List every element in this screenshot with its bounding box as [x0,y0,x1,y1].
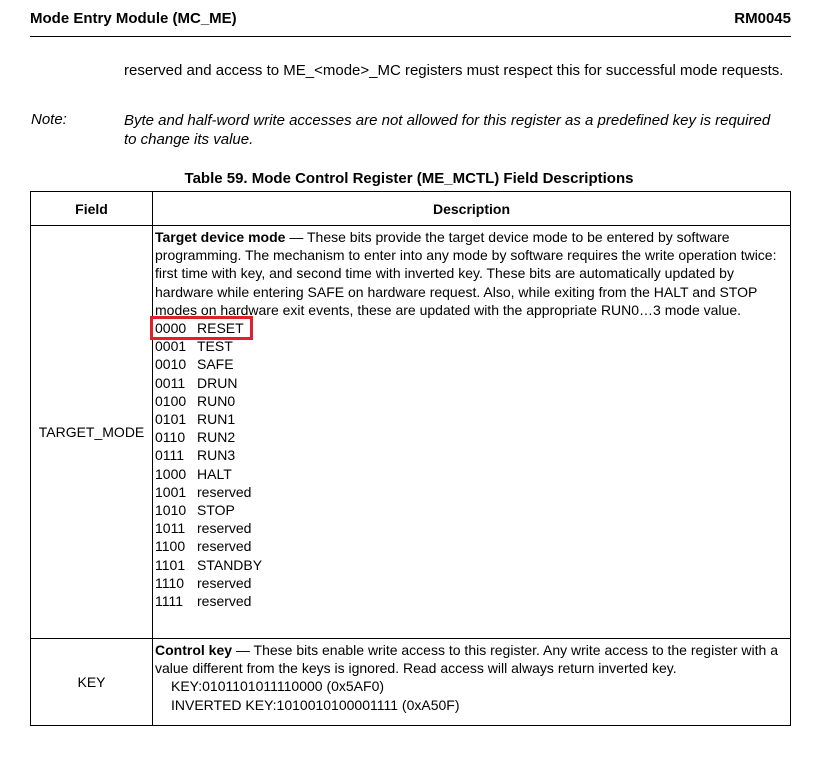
table-row-target-mode [31,226,791,639]
table-caption [0,170,822,187]
mode-name: reserved [197,520,252,537]
mode-item-content [155,484,251,500]
field-key: KEY [31,639,153,726]
mode-code: 0111 [155,447,185,464]
mode-item-content [155,593,251,609]
mode-item [155,501,786,519]
mode-name: STANDBY [197,556,263,573]
mode-name: RESET [197,320,244,337]
mode-item [155,355,786,373]
mode-code: 1101 [155,556,186,573]
key-title: Control key [155,642,233,658]
key-value: KEY:0101101011110000 (0x5AF0) [171,678,385,695]
note-text: Byte and half-word write accesses are not allowed for this register as a predefined key is required to change its value. [124,112,771,148]
mode-code: 1001 [155,483,187,500]
highlighted-mode-box [153,319,250,337]
mode-code: 1111 [155,593,184,610]
mode-item [155,519,786,537]
mode-item [155,483,786,501]
intro-paragraph: reserved and access to ME_<mode>_MC registers must respect this for successful mode requests. [124,62,784,79]
table-caption-text: Table 59. Mode Control Register (ME_MCTL) Field Descriptions [184,170,634,187]
mode-item-content [155,466,232,482]
mode-code: 1000 [155,465,187,482]
mode-list [155,319,786,610]
page-header [30,8,791,37]
mode-item [155,465,786,483]
mode-item-content [155,411,235,427]
mode-item-content [155,557,262,573]
mode-item [155,337,786,355]
mode-code: 1010 [155,502,187,519]
table-row-key [31,639,791,726]
mode-item [155,556,786,574]
mode-name: reserved [197,574,252,591]
mode-item-content [155,502,235,518]
mode-item-content [155,538,251,554]
column-header-description: Description [153,192,791,226]
mode-item [155,319,786,337]
mode-code: 0011 [155,374,186,391]
mode-item [155,446,786,464]
mode-item-content [155,375,237,391]
mode-name: reserved [197,538,252,555]
field-target-mode: TARGET_MODE [31,226,153,639]
inverted-key-value: INVERTED KEY:1010010100001111 (0xA50F) [171,696,460,713]
mode-name: RUN0 [197,392,236,409]
mode-item-content [155,447,235,463]
mode-code: 1100 [155,538,186,555]
mode-name: HALT [197,465,232,482]
mode-name: DRUN [197,374,238,391]
mode-name: STOP [197,502,235,519]
mode-item [155,374,786,392]
mode-name: RUN2 [197,429,236,446]
mode-item-content [155,338,233,354]
mode-item [155,574,786,592]
mode-item-content [155,575,251,591]
note-label: Note: [31,111,67,128]
mode-code: 1110 [155,574,185,591]
mode-code: 1011 [155,520,186,537]
mode-item [155,410,786,428]
mode-item-content [155,520,251,536]
mode-code: 0100 [155,392,187,409]
mode-item-content [155,429,235,445]
mode-item [155,392,786,410]
description-key [153,639,791,726]
section-title: Mode Entry Module (MC_ME) [30,10,237,27]
field-descriptions-table [30,191,791,726]
mode-name: reserved [197,593,252,610]
mode-item [155,428,786,446]
column-header-field: Field [31,192,153,226]
mode-code: 0101 [155,411,187,428]
mode-code: 0000 [155,320,187,337]
mode-item [155,592,786,610]
description-target-mode [153,226,791,639]
table-header-row [31,192,791,226]
key-text: — These bits enable write access to this register. Any write access to the register with a value different from the keys is ignored. Read access will always return inverted key. [155,642,779,677]
target-mode-paragraph [155,228,786,319]
mode-name: SAFE [197,356,234,373]
mode-code: 0110 [155,429,186,446]
document-id: RM0045 [734,10,791,27]
mode-name: RUN3 [197,447,236,464]
mode-name: reserved [197,483,252,500]
mode-item-content [155,356,234,372]
mode-item [155,537,786,555]
mode-item-content [155,393,235,409]
target-mode-text: — These bits provide the target device mode to be entered by software programming. The mechanism to enter into any mode by software requires the write operation twice: first time with key, and second time with inverted key. These bits are automatically updated by hardware while entering SAFE on hardware request. Also, while exiting from the HALT and STOP modes on hardware exit events, these are updated with the appropriate RUN0…3 mode value. [155,229,777,318]
key-paragraph [155,641,786,677]
mode-code: 0010 [155,356,187,373]
target-mode-title: Target device mode [155,229,286,245]
mode-code: 0001 [155,338,187,355]
mode-name: RUN1 [197,411,236,428]
mode-name: TEST [197,338,233,355]
